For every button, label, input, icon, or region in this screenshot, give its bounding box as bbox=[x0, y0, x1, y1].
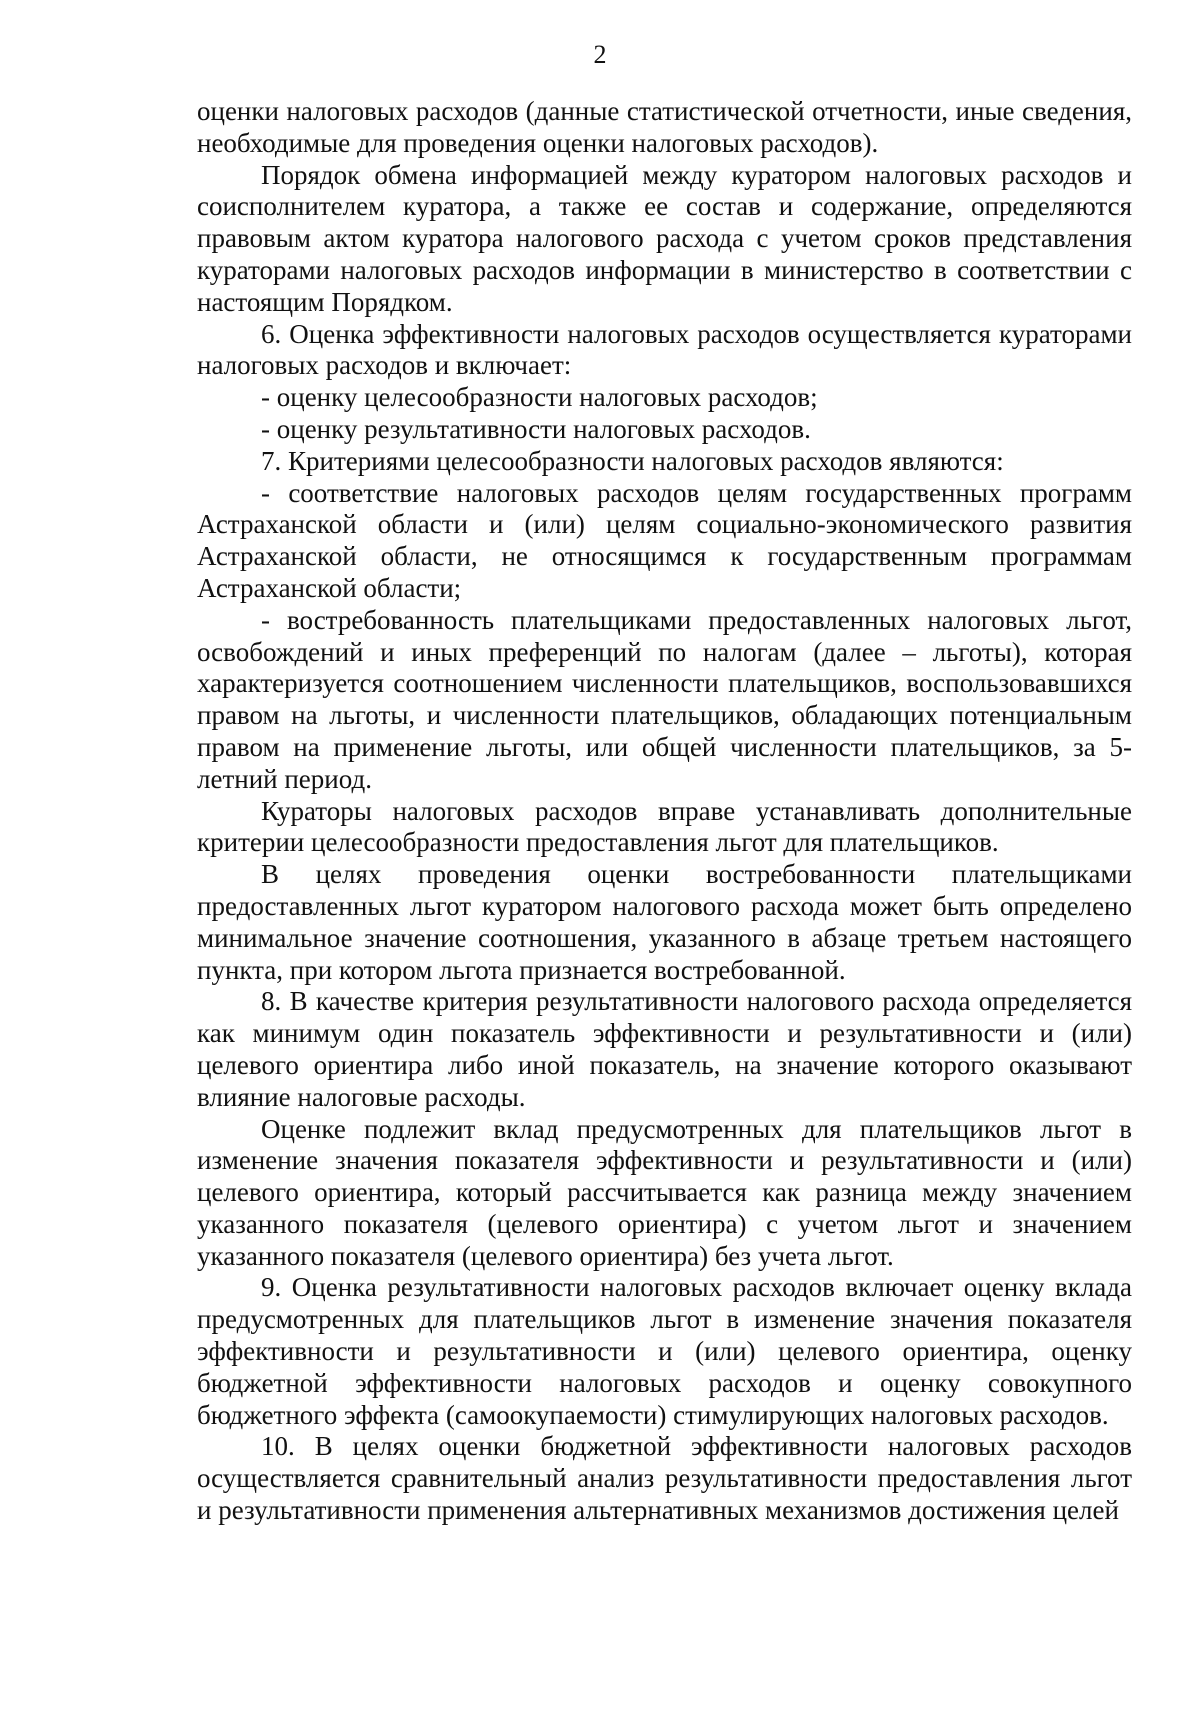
paragraph-item-9: 9. Оценка результативности налоговых расходов включает оценку вклада предусмотренных для плательщиков льгот в изменение значения показателя эффективности и результативности и (или) целевого ориентира, оценку бюджетной эффективности налоговых расходов и оценку совокупного бюджетного эффекта (самоокупаемости) стимулирующих налоговых расходов. bbox=[197, 1272, 1132, 1430]
page-number: 2 bbox=[593, 40, 607, 69]
paragraph-item-7: 7. Критериями целесообразности налоговых расходов являются: bbox=[261, 445, 1004, 476]
list-item-effectiveness: - оценку результативности налоговых расходов. bbox=[261, 413, 811, 444]
paragraph-exchange-procedure: Порядок обмена информацией между куратором налоговых расходов и соисполнителем куратора, а также ее состав и содержание, определяются правовым актом куратора налогового расхода с учетом сроков представления кураторами налоговых расходов информации в министерство в соответствии с настоящим Порядком. bbox=[197, 159, 1132, 317]
paragraph-item-8: 8. В качестве критерия результативности налогового расхода определяется как минимум один показатель эффективности и результативности и (или) целевого ориентира либо иной показатель, на значение которого оказывают влияние налоговые расходы. bbox=[197, 986, 1132, 1112]
paragraph-additional-criteria: Кураторы налоговых расходов вправе устанавливать дополнительные критерии целесообразности предоставления льгот для плательщиков. bbox=[197, 795, 1132, 858]
list-item-demand: - востребованность плательщиками предоставленных налоговых льгот, освобождений и иных преференций по налогам (далее – льготы), которая характеризуется соотношением численности плательщиков, воспользовавшихся правом на льготы, и численности плательщиков, обладающих потенциальным правом на применение льготы, или общей численности плательщиков, за 5-летний период. bbox=[197, 604, 1132, 794]
list-item-expediency: - оценку целесообразности налоговых расходов; bbox=[261, 382, 818, 413]
paragraph-contribution: Оценке подлежит вклад предусмотренных для плательщиков льгот в изменение значения показателя эффективности и результативности и (или) целевого ориентира, который рассчитывается как разница между значением указанного показателя (целевого ориентира) с учетом льгот и значением указанного показателя (целевого ориентира) без учета льгот. bbox=[197, 1113, 1132, 1271]
document-body bbox=[197, 96, 1132, 1527]
list-item-compliance: - соответствие налоговых расходов целям государственных программ Астраханской области и (или) целям социально-экономического развития Астраханской области, не относящимся к государственным программам Астраханской области; bbox=[197, 477, 1132, 603]
paragraph-continuation: оценки налоговых расходов (данные статистической отчетности, иные сведения, необходимые для проведения оценки налоговых расходов). bbox=[197, 96, 1132, 158]
paragraph-item-6: 6. Оценка эффективности налоговых расходов осуществляется кураторами налоговых расходов и включает: bbox=[197, 318, 1132, 381]
paragraph-minimum-ratio: В целях проведения оценки востребованности плательщиками предоставленных льгот куратором налогового расхода может быть определено минимальное значение соотношения, указанного в абзаце третьем настоящего пункта, при котором льгота признается востребованной. bbox=[197, 859, 1132, 985]
paragraph-item-10: 10. В целях оценки бюджетной эффективности налоговых расходов осуществляется сравнительный анализ результативности предоставления льгот и результативности применения альтернативных механизмов достижения целей bbox=[197, 1431, 1132, 1526]
